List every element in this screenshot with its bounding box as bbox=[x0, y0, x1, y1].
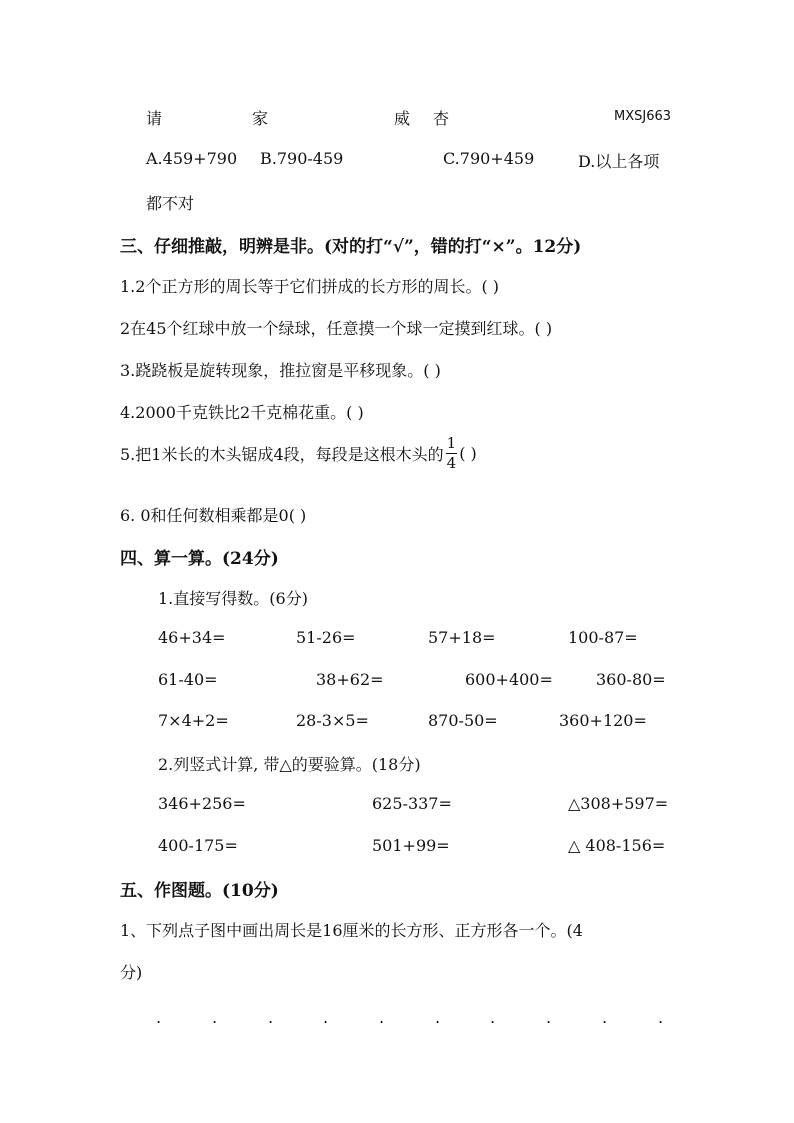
header-char-1: 请 bbox=[146, 109, 163, 128]
option-d: D.以上各项 bbox=[578, 152, 660, 171]
calc-1-4: 100-87= bbox=[568, 628, 638, 647]
vertical-calc-1-1: 346+256= bbox=[158, 794, 246, 813]
fraction-numerator: 1 bbox=[446, 434, 457, 452]
judge-item-4: 4.2000千克铁比2千克棉花重。( ) bbox=[120, 403, 364, 422]
sub-question-1: 1.直接写得数。(6分) bbox=[158, 589, 308, 608]
judge-item-3: 3.跷跷板是旋转现象，推拉窗是平移现象。( ) bbox=[120, 361, 441, 380]
dot-grid-dot: . bbox=[212, 1008, 218, 1027]
fraction-one-quarter bbox=[446, 436, 458, 471]
calc-2-4: 360-80= bbox=[596, 670, 666, 689]
vertical-calc-1-3: △308+597= bbox=[568, 794, 669, 813]
vertical-calc-2-1: 400-175= bbox=[158, 836, 238, 855]
calc-1-2: 51-26= bbox=[296, 628, 356, 647]
judge-item-5-bracket: ( ) bbox=[459, 444, 477, 463]
header-char-4: 杏 bbox=[433, 109, 450, 128]
dot-grid-dot: . bbox=[323, 1008, 329, 1027]
option-a: A.459+790 bbox=[146, 149, 238, 168]
header-code: MXSJ663 bbox=[614, 109, 672, 124]
calc-2-1: 61-40= bbox=[158, 670, 218, 689]
drawing-question-1-continued: 分) bbox=[120, 963, 143, 982]
judge-item-6: 6. 0和任何数相乘都是0( ) bbox=[120, 506, 307, 525]
dot-grid-dot: . bbox=[379, 1008, 385, 1027]
calc-2-3: 600+400= bbox=[465, 670, 553, 689]
option-d-continued: 都不对 bbox=[146, 194, 195, 213]
header-char-2: 家 bbox=[252, 109, 269, 128]
sub-question-2: 2.列竖式计算, 带△的要验算。(18分) bbox=[158, 755, 421, 774]
section-4-title: 四、算一算。(24分) bbox=[120, 549, 279, 569]
dot-grid-dot: . bbox=[658, 1008, 664, 1027]
calc-1-3: 57+18= bbox=[428, 628, 496, 647]
calc-2-2: 38+62= bbox=[316, 670, 384, 689]
judge-item-1: 1.2个正方形的周长等于它们拼成的长方形的周长。( ) bbox=[120, 277, 500, 296]
option-c: C.790+459 bbox=[443, 149, 535, 168]
judge-item-5 bbox=[120, 436, 477, 471]
vertical-calc-2-2: 501+99= bbox=[372, 836, 450, 855]
section-3-title: 三、仔细推敲，明辨是非。(对的打“√”，错的打“×”。12分) bbox=[120, 237, 582, 257]
vertical-calc-1-2: 625-337= bbox=[372, 794, 452, 813]
header-char-3: 威 bbox=[394, 109, 411, 128]
dot-grid-dot: . bbox=[156, 1008, 162, 1027]
dot-grid-dot: . bbox=[268, 1008, 274, 1027]
calc-3-4: 360+120= bbox=[559, 711, 647, 730]
judge-item-2: 2在45个红球中放一个绿球，任意摸一个球一定摸到红球。( ) bbox=[120, 319, 553, 338]
drawing-question-1: 1、下列点子图中画出周长是16厘米的长方形、正方形各一个。(4 bbox=[120, 921, 583, 940]
dot-grid-dot: . bbox=[435, 1008, 441, 1027]
dot-grid-dot: . bbox=[546, 1008, 552, 1027]
calc-3-3: 870-50= bbox=[428, 711, 498, 730]
dot-grid-dot: . bbox=[602, 1008, 608, 1027]
calc-3-2: 28-3×5= bbox=[296, 711, 369, 730]
dot-grid-dot: . bbox=[490, 1008, 496, 1027]
section-5-title: 五、作图题。(10分) bbox=[120, 881, 279, 901]
judge-item-5-text: 5.把1米长的木头锯成4段，每段是这根木头的 bbox=[120, 445, 444, 464]
calc-3-1: 7×4+2= bbox=[158, 711, 229, 730]
vertical-calc-2-3: △ 408-156= bbox=[568, 836, 666, 855]
option-b: B.790-459 bbox=[260, 149, 344, 168]
calc-1-1: 46+34= bbox=[158, 628, 226, 647]
fraction-denominator: 4 bbox=[446, 454, 457, 472]
